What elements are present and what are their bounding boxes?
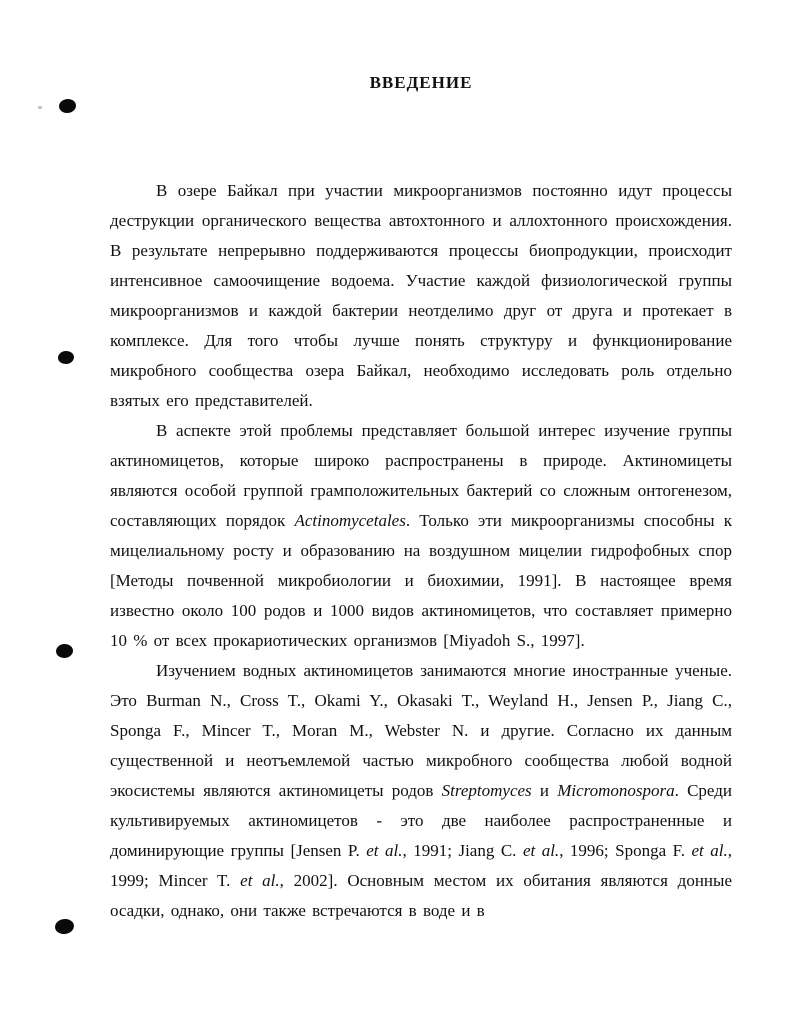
text-run: . Среди культивируемых актиномицетов - это две наиболее распространенные и доминирующие группы [Jensen P. bbox=[110, 781, 732, 860]
text-run-italic: Streptomyces bbox=[441, 781, 532, 800]
text-run-italic: et al. bbox=[691, 841, 728, 860]
text-run: , 1999; Mincer T. bbox=[110, 841, 732, 890]
text-run: В аспекте этой проблемы представляет большой интерес изучение группы актиномицетов, которые широко распространены в природе. Актиномицеты являются особой группой грамположительных бактерий со сложным онтогенезом, составляющих порядок bbox=[110, 421, 732, 530]
paragraph-2 bbox=[110, 416, 732, 656]
text-run: , 1996; Sponga F. bbox=[559, 841, 692, 860]
page-title: ВВЕДЕНИЕ bbox=[369, 73, 473, 93]
text-run: В озере Байкал при участии микроорганизмов постоянно идут процессы деструкции органического вещества автохтонного и аллохтонного происхождения. В результате непрерывно поддерживаются процессы биопродукции, происходит интенсивное самоочищение водоема. Участие каждой физиологической группы микроорганизмов и каждой бактерии неотделимо друг от друга и протекает в комплексе. Для того чтобы лучше понять структуру и функционирование микробного сообщества озера Байкал, необходимо исследовать роль отдельно взятых его представителей. bbox=[110, 181, 732, 410]
binding-hole-4 bbox=[54, 918, 75, 935]
text-run: и bbox=[531, 781, 558, 800]
paragraph-3 bbox=[110, 656, 732, 926]
text-run-italic: Actinomycetales bbox=[294, 511, 406, 530]
document-body bbox=[110, 176, 732, 926]
text-run-italic: et al. bbox=[522, 841, 560, 860]
text-run: Изучением водных актиномицетов занимаются многие иностранные ученые. Это Burman N., Cross T., Okami Y., Okasaki T., Weyland H., Jensen P., Jiang C., Sponga F., Mincer T., Moran M., Webster N. и другие. Согласно их данным существенной и неотъемлемой частью микробного сообщества любой водной экосистемы являются актиномицеты родов bbox=[110, 661, 732, 800]
text-run: , 1991; Jiang C. bbox=[402, 841, 523, 860]
text-run: , 2002]. Основным местом их обитания являются донные осадки, однако, они также встречаются в воде и в bbox=[110, 871, 732, 920]
scan-speck bbox=[38, 106, 42, 109]
text-run-italic: et al. bbox=[366, 841, 403, 860]
binding-hole-3 bbox=[55, 643, 73, 659]
binding-hole-1 bbox=[58, 98, 77, 114]
paragraph-1 bbox=[110, 176, 732, 416]
text-run-italic: Micromonospora bbox=[557, 781, 675, 800]
text-run: . Только эти микроорганизмы способны к мицелиальному росту и образованию на воздушном мицелии гидрофобных спор [Методы почвенной микробиологии и биохимии, 1991]. В настоящее время известно около 100 родов и 1000 видов актиномицетов, что составляет примерно 10 % от всех прокариотических организмов [Miyadoh S., 1997]. bbox=[110, 511, 732, 650]
binding-hole-2 bbox=[57, 350, 74, 365]
text-run-italic: et al. bbox=[240, 871, 280, 890]
